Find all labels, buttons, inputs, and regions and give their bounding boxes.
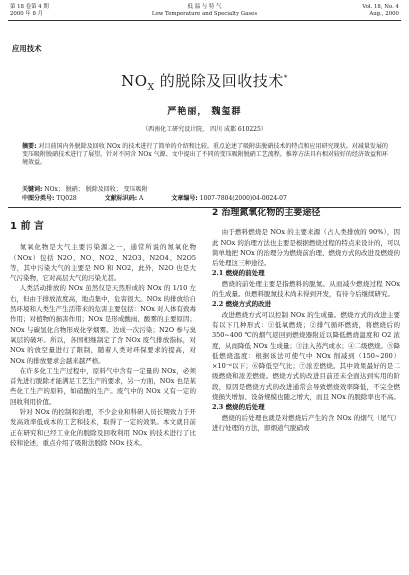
paper-title: [0, 70, 409, 93]
doc-value: A: [139, 195, 144, 202]
section-2-heading: 2 治理氮氧化物的主要途径: [212, 208, 321, 218]
intro-paragraph-3: 在许多化工生产过程中，原料气中含有一定量的 NOx，必须首先进行脱除才能满足工艺生产的要求，另一方面，NOx 也是某些化工生产的原料，如硝酸的生产。废气中的 NOx 又有一定的回收利用价值。: [10, 366, 196, 406]
title-rest: 的脱除及回收技术: [154, 72, 284, 90]
journal-date: 2000 年 8 月: [10, 11, 44, 17]
abstract-text: 对目前国内外脱除及回收 NOx 的技术进行了简单的介绍和比较。重点论述了吸附法脱硝技术的特点和应用研究现状。对减量发展的变压吸附脱硝技术进行了展望。针对不同含 NOx 气源、文中提出了不同的变压吸附脱硝工艺流程，推荐方法具有相对较好的经济效益和环境效益。: [22, 143, 388, 167]
section-1-heading: 1 前 言: [10, 221, 44, 232]
doc-code: [105, 195, 144, 203]
journal-name: 低 温 与 特 气: [187, 4, 222, 10]
classification-line: [22, 195, 388, 203]
abstract-label: 摘要:: [22, 143, 37, 150]
subsection-2-2-text: 改进燃烧方式可以控制 NOx 的生成量。燃烧方式的改进主要有以下几种形式：①低氧燃烧；②排气循环燃烧，将燃烧后的 350~400 ℃的烟气返回到燃烧器附近以降低燃烧温度和 O2 浓度，从而降低 NOx 生成量；③注入蒸汽或水；④二级燃烧。⑤降低燃烧温度：根据该法可使气中 NOx 削减到（150~200）×10⁻⁶以下；⑥降低空气比；⑦浓差燃烧。其中效果最好的是二级燃烧和浓差燃烧。燃烧方式的改进目前还未全面达到实用的阶段，原因是燃烧方式的改进通常会导致燃烧效率降低，不完全燃烧损失增加、设备规模也随之增大，而且 NOx 的脱除率也不高。: [212, 310, 400, 402]
title-subscript: X: [147, 83, 155, 93]
section-2-intro: 由于燃料燃烧是 NOx 的主要来源（占人类排放的 90%），因此 NOx 的治理方法也主要是根据燃烧过程的特点来设计的，可以简单地把 NOx 的治理分为燃烧前治理、燃烧方式的改进及燃烧的后处理这三种途径。: [212, 228, 400, 268]
journal-name-en: Low Temperature and Specialty Gases: [151, 11, 258, 17]
authors: 严艳丽， 魏玺群: [167, 107, 242, 117]
right-column: [212, 208, 400, 433]
abstract: [22, 143, 388, 168]
clc-value: TQ028: [56, 195, 77, 202]
article-label: 文章编号:: [171, 195, 198, 202]
article-value: 1007-7804(2000)04-0024-07: [199, 195, 287, 202]
keywords: [22, 186, 388, 194]
article-number: [171, 195, 286, 203]
intro-paragraph-4: 针对 NOx 的控制和治理，不少企业和科研人员长期致力于开发高效率低成本的工艺和技术，取得了一定的效果。本文就目前正在研究和已经工业化的脱除及回收利用 NOx 的技术进行了比较和论述，重点介绍了吸附法脱除 NOx 技术。: [10, 408, 196, 447]
journal-volume-en: Vol. 18, No. 4: [362, 4, 399, 10]
section-tag: 应用技术: [12, 44, 42, 53]
title-prefix: NO: [121, 72, 148, 90]
subsection-2-3-heading: 2.3 燃烧的后处理: [212, 403, 265, 412]
subsection-2-2-heading: 2.2 燃烧方式的改进: [212, 300, 272, 309]
doc-label: 文献标识码:: [104, 195, 138, 202]
journal-date-en: Aug., 2000: [369, 11, 399, 17]
clc-label: 中图分类号:: [22, 195, 55, 202]
left-column: [10, 222, 196, 448]
intro-paragraph-2: 人类活动排放的 NOx 虽然仅是天然形成的 NOx 的 1/10 左右，但由于排放浓度高，地点集中，危害很大。NOx 的排放给自然环境和人类生产生活带来的危害主要包括：NOx 对人体有致毒作用；对植物的损害作用；NOx 是形成酸雨、酸雾的主要原因；NOx 与碳氢化合物形成化学烟雾。边成一次污染；N2O 参与臭氧层的破坏。所以，各国相继制定了含 NOx 废气排放指标，对 NOx 的放空量进行了限制，随着人类对环保要求的提高，对 NOx 的排放要求会越来越严格。: [10, 284, 196, 365]
header-rule: [8, 20, 401, 21]
intro-paragraph-1: 氮氧化物是大气主要污染源之一，通常所说的氮氧化物（NOx）包括 N2O、NO、NO2、N2O3、N2O4、N2O5 等，其中污染大气的主要是 NO 和 NO2，此外，N2O 也是大气污染物，它对高层大气的污染尤甚。: [10, 243, 196, 283]
title-footnote-mark: *: [283, 74, 288, 82]
affiliation: （西南化工研究设计院， 四川 成都 610225）: [142, 126, 267, 133]
subsection-2-1-heading: 2.1 燃烧的前处理: [212, 269, 265, 278]
journal-volume: 第 18 卷第 4 期: [10, 4, 49, 10]
subsection-2-3-text: 燃烧的后处理也就是对燃烧后产生的含 NOx 的烟气（尾气）进行处理的方法，即烟道气脱硝或: [212, 413, 400, 432]
keywords-label: 关键词:: [22, 186, 43, 193]
subsection-2-1-text: 燃烧的前处理主要是指燃料的脱氮。从而减少燃烧过程 NOx 的生成量。但燃料脱氮技术尚未得到开发，有待今后继续研究。: [212, 279, 400, 299]
clc-number: [22, 195, 77, 203]
keywords-text: NOx； 脱硝； 脱除及回收； 变压吸附: [44, 186, 148, 193]
